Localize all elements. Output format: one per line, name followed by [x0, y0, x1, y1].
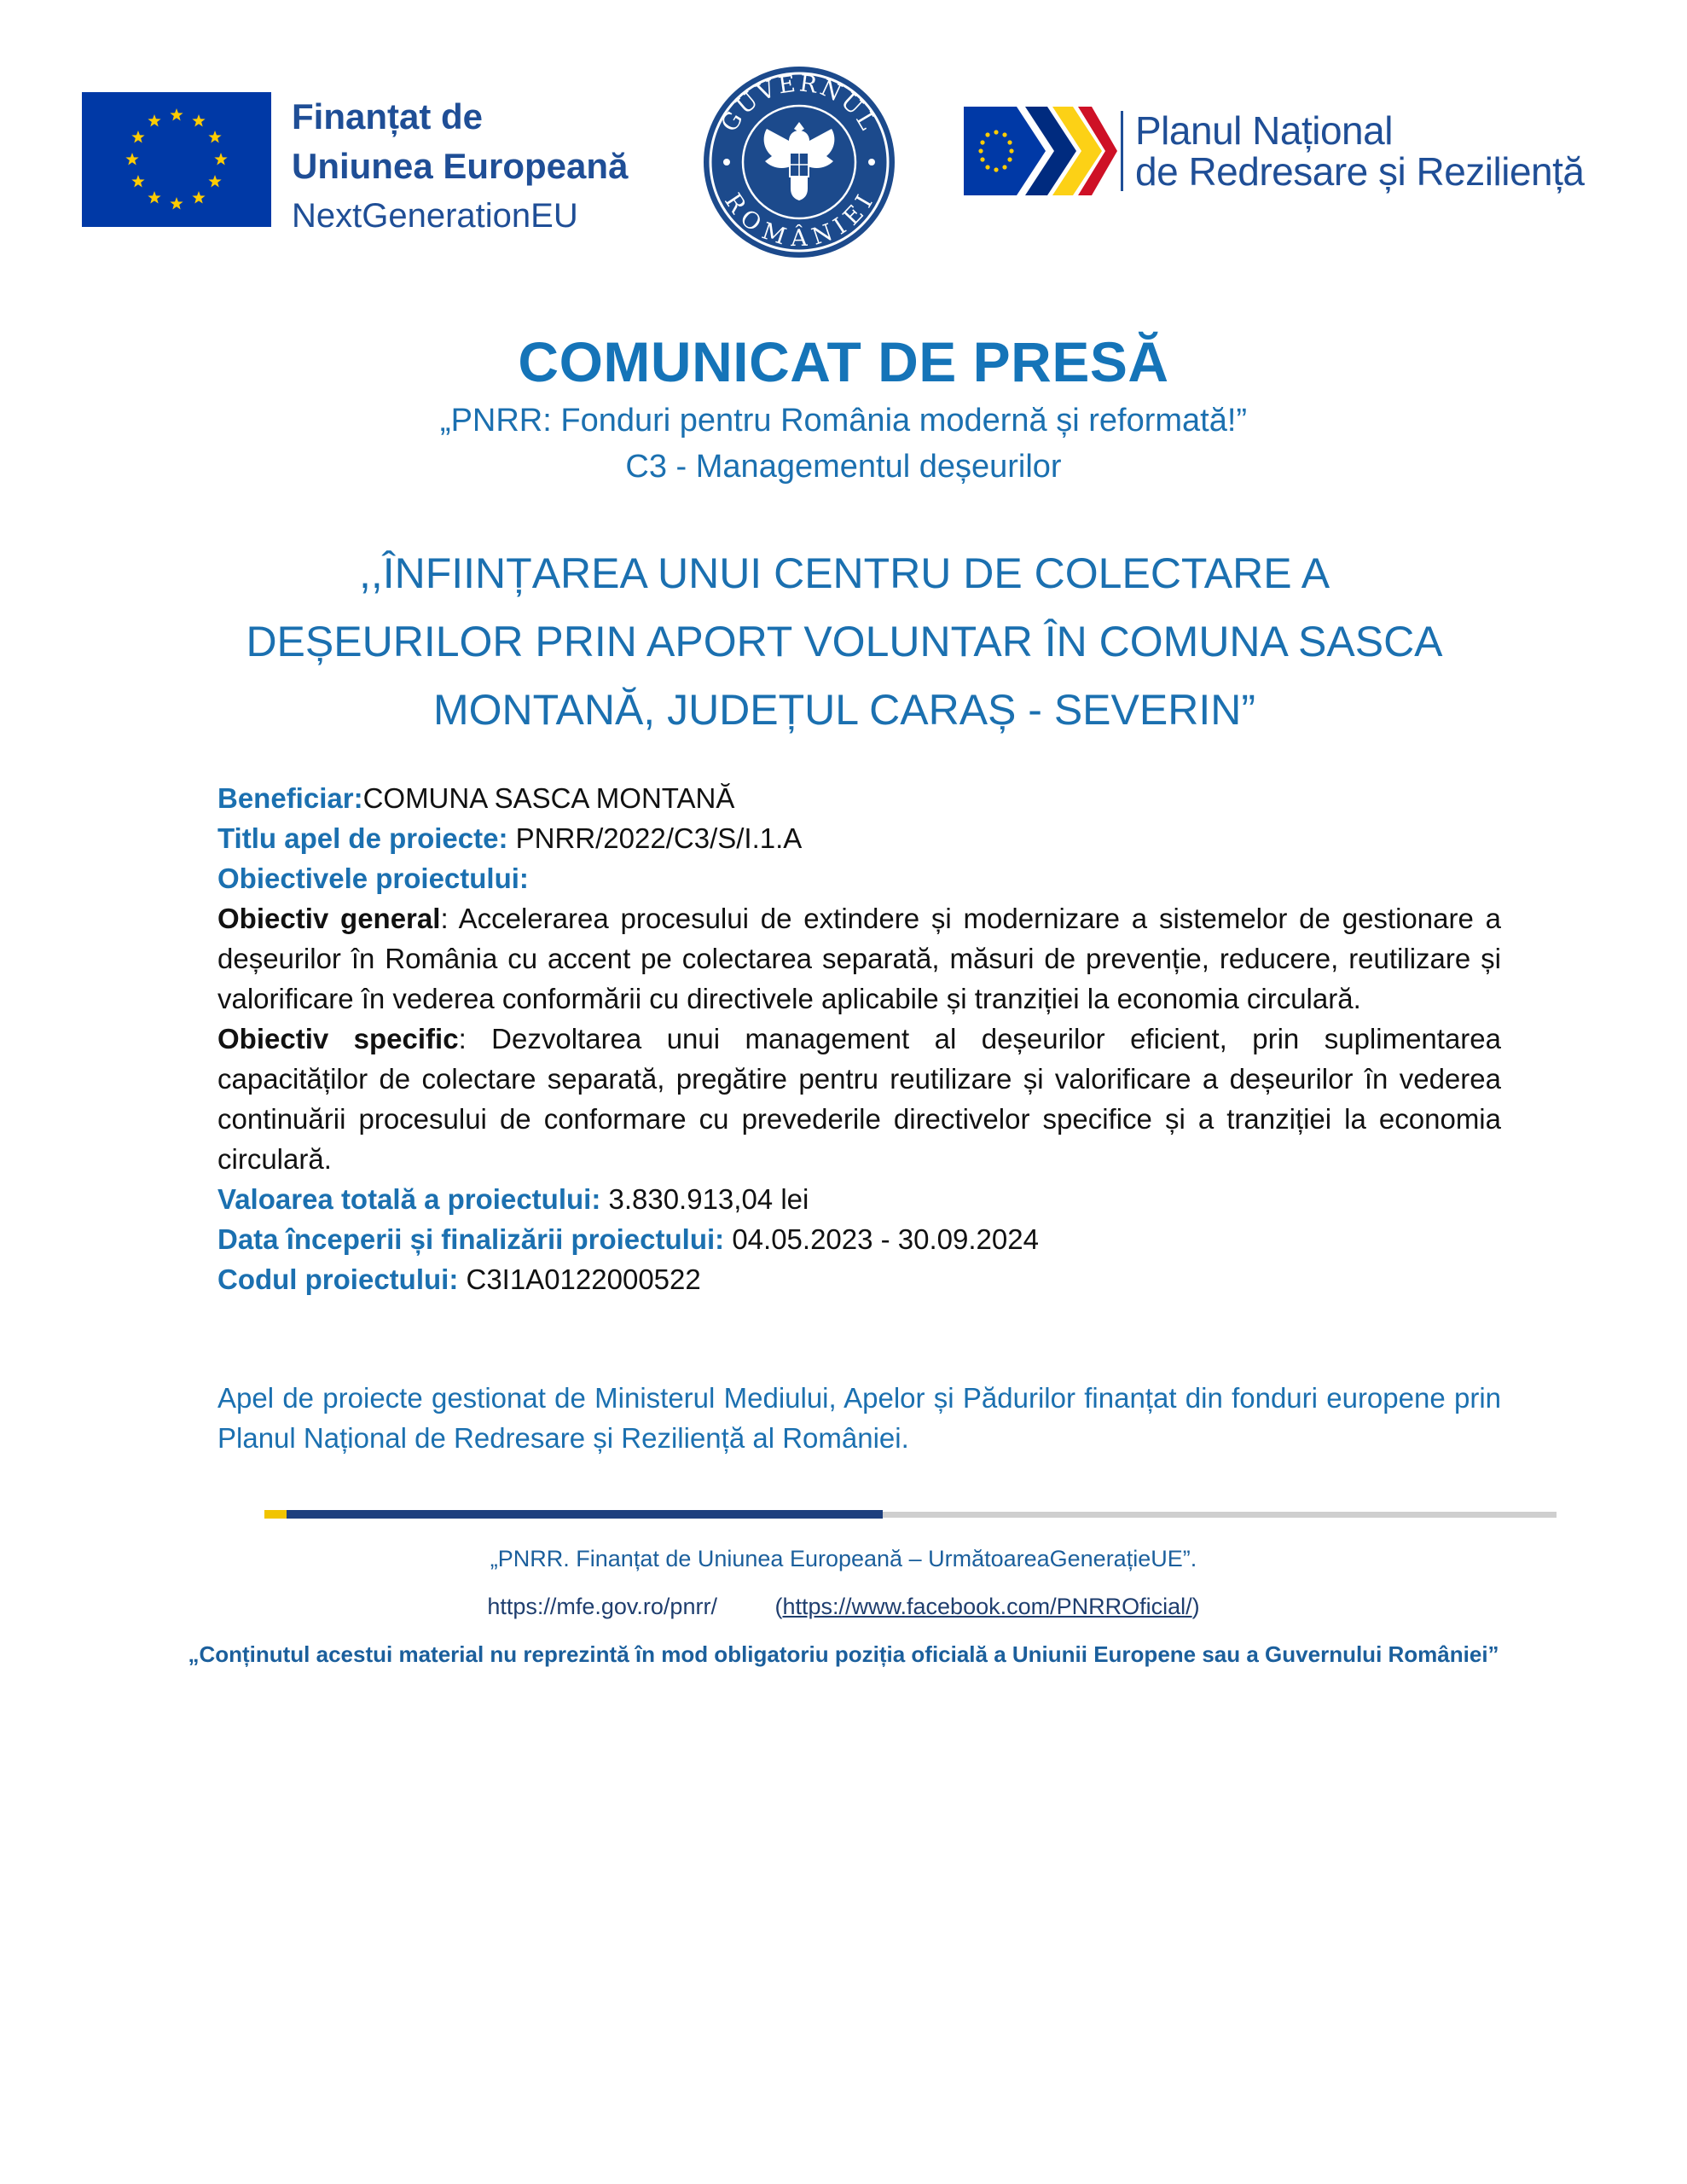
mfe-link[interactable]: https://mfe.gov.ro/pnrr/ [487, 1594, 717, 1619]
facebook-open-paren: ( [774, 1594, 783, 1619]
project-details [217, 778, 1501, 1299]
page-title: COMUNICAT DE PRESĂ [518, 330, 1169, 393]
cod-row [217, 1259, 1501, 1299]
project-title-line2: DEȘEURILOR PRIN APORT VOLUNTAR ÎN COMUNA SASCA [246, 618, 1443, 665]
eu-flag-icon [82, 92, 271, 227]
facebook-link[interactable]: https://www.facebook.com/PNRROficial/ [782, 1594, 1192, 1619]
obiectiv-specific-label: Obiectiv specific [217, 1023, 459, 1054]
obiectiv-specific-text: : Dezvoltarea unui management al deșeurilor eficient, prin suplimentarea capacităților de colectare separată, pregătire pentru reutilizare și valorificare a deșeurilor în vederea continuării procesului de conformare cu prevederile directivelor specifice și a tranziției la economia circulară. [217, 1023, 1501, 1175]
project-title [171, 539, 1518, 744]
beneficiar-value: COMUNA SASCA MONTANĂ [362, 782, 735, 814]
obiective-label: Obiectivele proiectului: [217, 863, 529, 894]
obiectiv-specific-paragraph [217, 1019, 1501, 1179]
beneficiar-row [217, 778, 1501, 818]
cod-label: Codul proiectului: [217, 1263, 459, 1295]
seal-bottom-text: ROMÂNIEI [719, 189, 880, 253]
footer-slogan: „PNRR. Finanțat de Uniunea Europeană – UrmătoareaGenerațieUE”. [490, 1546, 1197, 1571]
obiective-row [217, 858, 1501, 898]
project-title-line1: ,,ÎNFIINȚAREA UNUI CENTRU DE COLECTARE A [358, 549, 1330, 597]
pnrr-arrow-mark-icon [964, 107, 1117, 195]
facebook-close-paren: ) [1191, 1594, 1200, 1619]
subtitle-component: C3 - Managementul deșeurilor [625, 449, 1062, 485]
cod-value: C3I1A0122000522 [458, 1263, 701, 1295]
footer-disclaimer: „Conținutul acestui material nu reprezintă în mod obligatoriu poziția oficială a Uniunii Europene sau a Guvernului României” [188, 1641, 1499, 1667]
footer-divider-light [883, 1512, 1557, 1518]
valoare-label: Valoarea totală a proiectului: [217, 1183, 601, 1215]
obiectiv-general-text: : Accelerarea procesului de extindere și modernizare a sistemelor de gestionare a deșeurilor în România cu accent pe colectarea separată, măsuri de prevenție, reducere, reutilizare și valorificare în vederea conformării cu directivele aplicabile și tranziției la economia circulară. [217, 903, 1502, 1014]
data-label: Data începerii și finalizării proiectului: [217, 1223, 725, 1255]
project-title-line3: MONTANĂ, JUDEȚUL CARAȘ - SEVERIN” [433, 686, 1255, 734]
seal-top-text: GUVERNUL [716, 70, 883, 137]
apel-paragraph: Apel de proiecte gestionat de Ministerul Mediului, Apelor și Pădurilor finanțat din fonduri europene prin Planul Național de Redresare și Reziliență al României. [217, 1382, 1501, 1454]
footer-divider [264, 1510, 1557, 1519]
titlu-apel-label: Titlu apel de proiecte: [217, 822, 508, 854]
footer-divider-dark [264, 1510, 883, 1519]
eu-logo-line3: NextGenerationEU [292, 197, 578, 235]
obiectiv-general-label: Obiectiv general [217, 903, 441, 934]
subtitle-slogan: „PNRR: Fonduri pentru România modernă și reformată!” [439, 403, 1248, 439]
data-value: 04.05.2023 - 30.09.2024 [724, 1223, 1039, 1255]
beneficiar-label: Beneficiar: [217, 782, 363, 814]
obiectiv-general-paragraph [217, 898, 1501, 1019]
pnrr-logo [964, 107, 1585, 195]
title-block [0, 326, 1687, 490]
data-row [217, 1219, 1501, 1259]
valoare-row [217, 1179, 1501, 1219]
pnrr-logo-line2: de Redresare și Reziliență [1135, 149, 1585, 194]
pnrr-logo-text [1135, 110, 1585, 192]
romanian-government-seal-icon [701, 64, 897, 260]
titlu-apel-value: PNRR/2022/C3/S/I.1.A [507, 822, 803, 854]
valoare-value: 3.830.913,04 lei [600, 1183, 809, 1215]
footer [0, 1536, 1687, 1674]
pnrr-logo-line1: Planul Național [1135, 108, 1393, 153]
eu-logo [82, 92, 628, 241]
eu-logo-text [292, 92, 628, 241]
facebook-link-wrapper [774, 1594, 1199, 1619]
header [0, 0, 1687, 273]
titlu-apel-row [217, 818, 1501, 858]
pnrr-divider [1121, 111, 1123, 191]
eu-logo-line2: Uniunea Europeană [292, 146, 629, 186]
footer-divider-accent [264, 1510, 287, 1519]
footer-links [0, 1587, 1687, 1626]
eu-logo-line1: Finanțat de [292, 96, 484, 136]
